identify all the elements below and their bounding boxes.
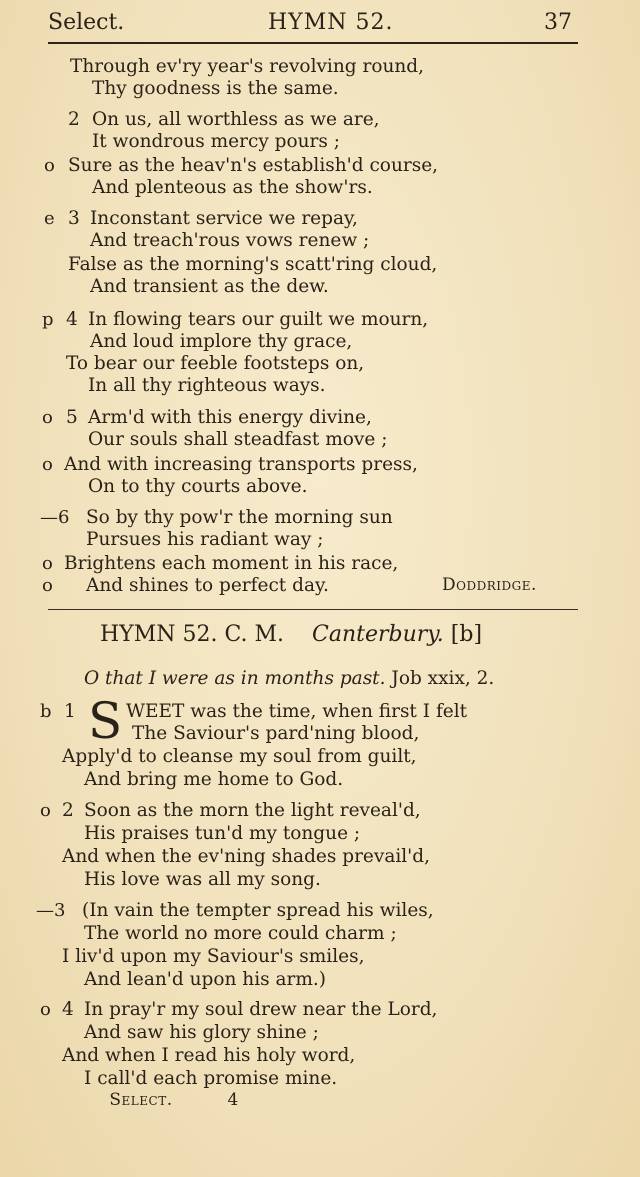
hymn-line: And loud implore thy grace, xyxy=(90,331,353,352)
key-mark: [b] xyxy=(450,622,483,647)
dynamic-mark: o xyxy=(42,553,53,574)
hymn-line: And saw his glory shine ; xyxy=(84,1022,319,1043)
verse-number: 4 xyxy=(66,309,78,330)
tune-name: Canterbury. xyxy=(312,622,444,647)
dynamic-mark: o xyxy=(42,454,53,475)
signature-mark: Select. xyxy=(109,1090,173,1110)
hymn-line: Brightens each moment in his race, xyxy=(64,553,399,574)
hymn-line: On us, all worthless as we are, xyxy=(92,109,380,130)
hymn-line: And plenteous as the show'rs. xyxy=(92,177,373,198)
drop-cap: S xyxy=(88,692,123,750)
page-number: 37 xyxy=(544,10,572,35)
hymn-line: In flowing tears our guilt we mourn, xyxy=(88,309,429,330)
hymn-line: His love was all my song. xyxy=(84,869,321,890)
header-rule xyxy=(48,42,578,44)
hymn-line: And when the ev'ning shades prevail'd, xyxy=(62,846,430,867)
hymn-number: HYMN 52. C. M. xyxy=(100,622,285,647)
hymn-line: In all thy righteous ways. xyxy=(88,375,326,396)
verse-number: 1 xyxy=(64,701,76,722)
hymn-line: Thy goodness is the same. xyxy=(92,78,339,99)
dynamic-mark: o xyxy=(42,407,53,428)
epigraph-text: O that I were as in months past. xyxy=(84,668,386,689)
hymn-line: And transient as the dew. xyxy=(90,276,329,297)
hymn-line: His praises tun'd my tongue ; xyxy=(84,823,361,844)
dynamic-mark: b xyxy=(40,701,52,722)
dynamic-mark: —3 xyxy=(36,900,66,921)
hymn-title xyxy=(100,622,482,647)
dynamic-mark: p xyxy=(42,309,54,330)
hymn-line: I liv'd upon my Saviour's smiles, xyxy=(62,946,365,967)
dynamic-mark: o xyxy=(44,155,55,176)
verse-number: 3 xyxy=(68,208,80,229)
hymn-line: And when I read his holy word, xyxy=(62,1045,356,1066)
scripture-reference: Job xxix, 2. xyxy=(391,668,495,689)
hymn-line: And bring me home to God. xyxy=(84,769,344,790)
verse-number: 5 xyxy=(66,407,78,428)
header-section: Select. xyxy=(48,10,125,35)
hymn-line: WEET was the time, when first I felt xyxy=(126,701,468,722)
hymn-line: False as the morning's scatt'ring cloud, xyxy=(68,254,438,275)
hymn-line: Soon as the morn the light reveal'd, xyxy=(84,800,421,821)
hymn-line: And treach'rous vows renew ; xyxy=(90,230,370,251)
hymn-line: And shines to perfect day. xyxy=(86,575,329,596)
hymn-line: (In vain the tempter spread his wiles, xyxy=(82,900,434,921)
section-divider xyxy=(48,609,578,610)
signature-line xyxy=(28,1090,238,1110)
dynamic-mark: o xyxy=(40,800,51,821)
hymn-line: And lean'd upon his arm.) xyxy=(84,969,327,990)
hymn-line: So by thy pow'r the morning sun xyxy=(86,507,393,528)
hymn-line: Pursues his radiant way ; xyxy=(86,529,324,550)
signature-number: 4 xyxy=(227,1090,239,1110)
epigraph xyxy=(84,668,494,689)
verse-number: 4 xyxy=(62,999,74,1020)
verse-number: 2 xyxy=(62,800,74,821)
dynamic-mark: e xyxy=(44,208,55,229)
hymn-line: The Saviour's pard'ning blood, xyxy=(132,723,420,744)
hymn-line: Arm'd with this energy divine, xyxy=(88,407,372,428)
hymn-line: Our souls shall steadfast move ; xyxy=(88,429,388,450)
hymn-line: I call'd each promise mine. xyxy=(84,1068,338,1089)
hymn-line: To bear our feeble footsteps on, xyxy=(66,353,365,374)
verse-number: 2 xyxy=(68,109,80,130)
hymn-line: Inconstant service we repay, xyxy=(90,208,358,229)
hymn-line: The world no more could charm ; xyxy=(84,923,397,944)
dynamic-mark: o xyxy=(40,999,51,1020)
hymn-line: In pray'r my soul drew near the Lord, xyxy=(84,999,438,1020)
running-header xyxy=(48,6,578,40)
hymn-line: Through ev'ry year's revolving round, xyxy=(70,56,425,77)
header-hymn: HYMN 52. xyxy=(268,10,394,35)
dynamic-mark: —6 xyxy=(40,507,70,528)
hymn-author: Doddridge. xyxy=(442,575,537,595)
hymn-line: Sure as the heav'n's establish'd course, xyxy=(68,155,439,176)
hymn-line: On to thy courts above. xyxy=(88,476,308,497)
hymn-line: And with increasing transports press, xyxy=(64,454,418,475)
hymn-line: Apply'd to cleanse my soul from guilt, xyxy=(62,746,417,767)
hymn-line: It wondrous mercy pours ; xyxy=(92,131,340,152)
dynamic-mark: o xyxy=(42,575,53,596)
